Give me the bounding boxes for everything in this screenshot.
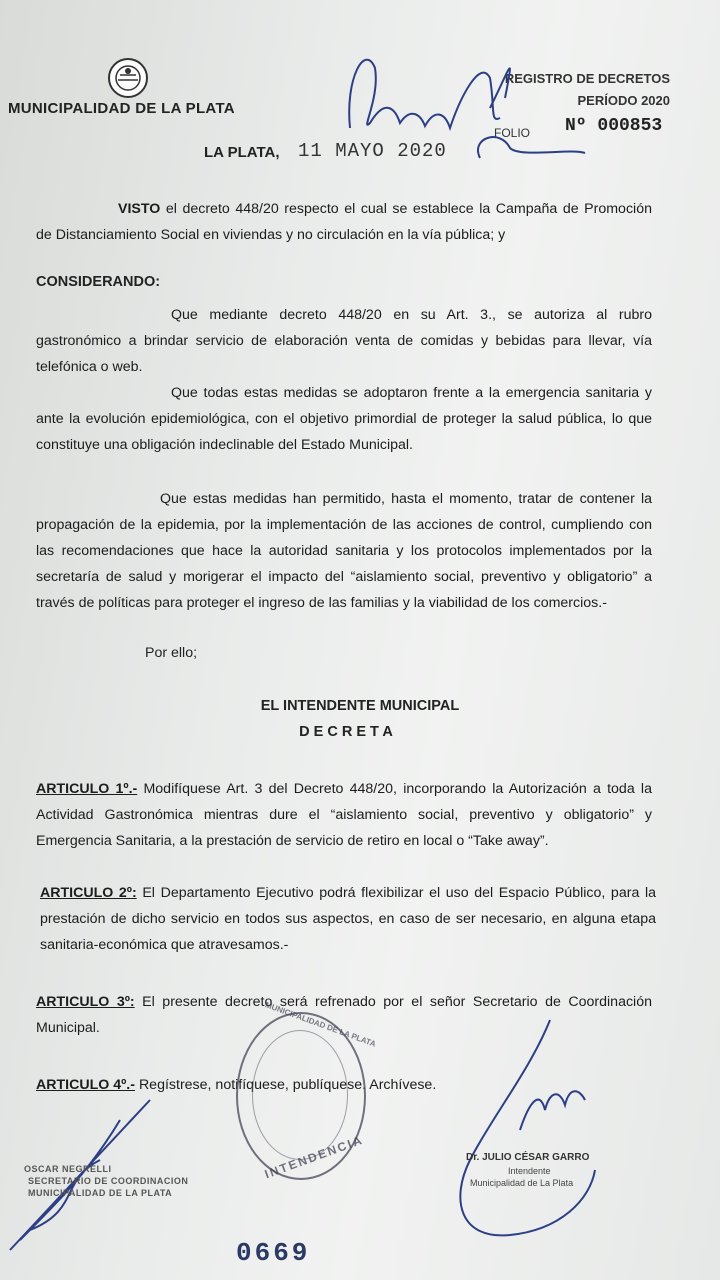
right-signature-org: Municipalidad de La Plata (470, 1178, 574, 1188)
article-3-label: ARTICULO 3º: (36, 994, 135, 1010)
city-label: LA PLATA, (204, 144, 280, 161)
seal-inner-ring (252, 1030, 348, 1160)
considerando-p2: Que todas estas medidas se adoptaron frente a la emergencia sanitaria y ante la evolución epidemiológica, con el objetivo primordial de proteger la salud pública, lo que constituye una obligación indeclinable del Estado Municipal. (36, 385, 652, 453)
article-4-text: Regístrese, notifíquese, publíquese. Archívese. (138, 1077, 437, 1093)
considerando-p3: Que estas medidas han permitido, hasta el momento, tratar de contener la propagación de la epidemia, por la implementación de las acciones de control, cumpliendo con las recomendaciones que hace la autoridad sanitaria y los protocolos implementados por la secretaría de salud y morigerar el impacto del “aislamiento social, preventivo y obligatorio” a través de políticas para proteger el ingreso de las familias y la viabilidad de los comercios.- (36, 491, 652, 611)
registry-title: REGISTRO DE DECRETOS (504, 71, 670, 86)
decreta-heading: D E C R E T A (299, 724, 393, 740)
article-2-paragraph (40, 880, 656, 958)
article-2-label: ARTICULO 2º: (40, 885, 137, 901)
municipal-crest-icon (108, 58, 148, 98)
document-number: 0669 (236, 1238, 311, 1268)
considerando-block-2 (36, 486, 652, 616)
left-signature-org: MUNICIPALIDAD DE LA PLATA (28, 1188, 173, 1198)
date-stamp: 11 MAYO 2020 (298, 140, 447, 162)
article-2 (40, 880, 656, 958)
handwritten-initial-signature (340, 38, 590, 188)
considerando-p1: Que mediante decreto 448/20 en su Art. 3., se autoriza al rubro gastronómico a brindar servicio de elaboración venta de comidas y bebidas para llevar, vía telefónica o web. (36, 307, 652, 375)
article-1-text: Modifíquese Art. 3 del Decreto 448/20, incorporando la Autorización a toda la Actividad Gastronómica mientras dure el “aislamiento social, preventivo y obligatorio” y Emergencia Sanitaria, a la prestación de servicio de retiro en local o “Take away”. (36, 781, 652, 849)
folio-label: FOLIO (494, 126, 531, 140)
right-signature-title: Intendente (508, 1166, 551, 1176)
visto-section (36, 196, 652, 248)
left-signature-name: OSCAR NEGRELLI (24, 1164, 112, 1174)
right-handwritten-signature (430, 1010, 630, 1250)
article-2-text: El Departamento Ejecutivo podrá flexibilizar el uso del Espacio Público, para la prestación de dicho servicio en todos sus aspectos, en caso de ser necesario, en alguna etapa sanitaria-económica que atravesamos.- (40, 885, 656, 953)
article-1-label: ARTICULO 1º.- (36, 781, 138, 797)
article-1 (36, 776, 652, 854)
org-name: MUNICIPALIDAD DE LA PLATA (8, 100, 235, 117)
article-3-text: El presente decreto será refrenado por el señor Secretario de Coordinación Municipal. (36, 994, 652, 1036)
right-signature-name: Dr. JULIO CÉSAR GARRO (466, 1152, 590, 1163)
visto-label: VISTO (118, 201, 161, 217)
decree-number: Nº 000853 (565, 116, 663, 136)
article-4-label: ARTICULO 4º.- (36, 1077, 135, 1093)
left-signature-title: SECRETARIO DE COORDINACION (28, 1176, 189, 1186)
seal-bottom-text: INTENDENCIA (262, 1132, 366, 1182)
seal-top-text: MUNICIPALIDAD DE LA PLATA (263, 1000, 378, 1049)
registry-period: PERÍODO 2020 (577, 93, 670, 108)
intendente-heading: EL INTENDENTE MUNICIPAL (260, 698, 460, 714)
visto-text: el decreto 448/20 respecto el cual se establece la Campaña de Promoción de Distanciamiento Social en viviendas y no circulación en la vía pública; y (36, 201, 652, 243)
article-1-paragraph (36, 776, 652, 854)
considerando-block (36, 302, 652, 458)
visto-paragraph (36, 196, 652, 248)
considerando-label: CONSIDERANDO: (36, 274, 161, 290)
por-ello: Por ello; (145, 645, 198, 661)
